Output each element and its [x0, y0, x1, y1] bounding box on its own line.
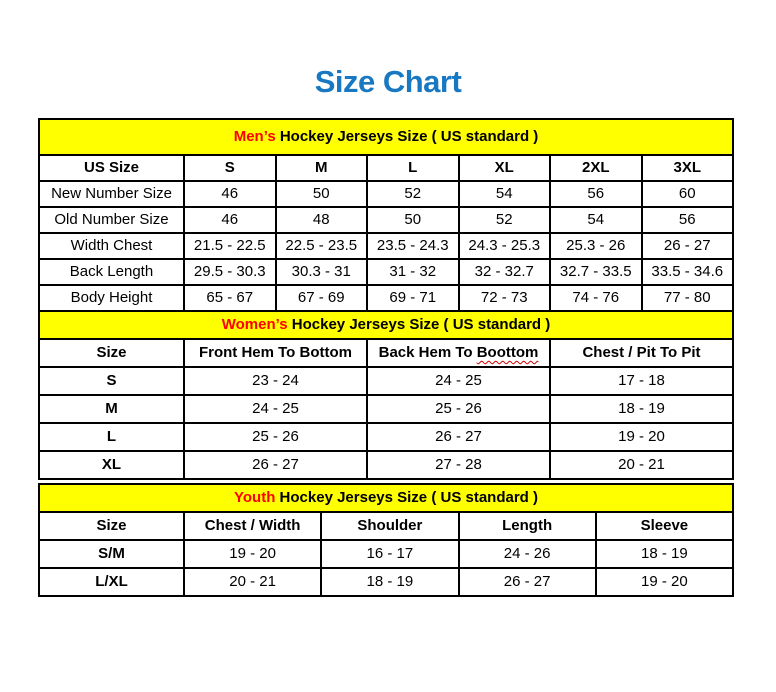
mens-banner-rest: Hockey Jerseys Size ( US standard ) [279, 127, 539, 145]
column-header-xl: XL [459, 155, 551, 181]
table-cell: 77 - 80 [642, 285, 734, 311]
table-cell: 69 - 71 [367, 285, 459, 311]
table-row-new-number-size [39, 181, 733, 207]
youth-banner [39, 484, 733, 512]
table-cell: 26 - 27 [367, 423, 550, 451]
column-header-shoulder: Shoulder [321, 512, 458, 540]
womens-banner-highlight: Women’s [221, 315, 288, 333]
table-row-womens-m [39, 395, 733, 423]
table-cell: 52 [367, 181, 459, 207]
mens-size-table [38, 118, 734, 312]
table-cell: 32 - 32.7 [459, 259, 551, 285]
back-hem-prefix: Back Hem To [378, 343, 473, 361]
table-cell: 20 - 21 [184, 568, 321, 596]
row-label: Old Number Size [39, 207, 184, 233]
column-header-sleeve: Sleeve [596, 512, 733, 540]
youth-header-row [39, 512, 733, 540]
table-cell: 32.7 - 33.5 [550, 259, 642, 285]
table-cell: 26 - 27 [642, 233, 734, 259]
womens-banner-row [39, 311, 733, 339]
column-header-size: Size [39, 512, 184, 540]
table-cell: 27 - 28 [367, 451, 550, 479]
table-cell: 23 - 24 [184, 367, 367, 395]
table-cell: 74 - 76 [550, 285, 642, 311]
table-cell: 54 [459, 181, 551, 207]
row-label: S/M [39, 540, 184, 568]
column-header-chest-pit: Chest / Pit To Pit [550, 339, 733, 367]
womens-header-row [39, 339, 733, 367]
table-row-body-height [39, 285, 733, 311]
table-cell: 48 [276, 207, 368, 233]
table-cell: 67 - 69 [276, 285, 368, 311]
column-header-l: L [367, 155, 459, 181]
youth-banner-highlight: Youth [234, 488, 276, 506]
row-label: New Number Size [39, 181, 184, 207]
table-cell: 19 - 20 [596, 568, 733, 596]
table-row-womens-l [39, 423, 733, 451]
table-row-womens-xl [39, 451, 733, 479]
womens-size-table [38, 310, 734, 480]
table-cell: 54 [550, 207, 642, 233]
womens-banner-rest: Hockey Jerseys Size ( US standard ) [291, 315, 551, 333]
column-header-3xl: 3XL [642, 155, 734, 181]
size-chart-tables [38, 118, 734, 597]
row-label: Width Chest [39, 233, 184, 259]
table-cell: 16 - 17 [321, 540, 458, 568]
table-cell: 18 - 19 [321, 568, 458, 596]
table-row-old-number-size [39, 207, 733, 233]
table-cell: 18 - 19 [596, 540, 733, 568]
table-cell: 30.3 - 31 [276, 259, 368, 285]
mens-header-row [39, 155, 733, 181]
table-cell: 25 - 26 [184, 423, 367, 451]
table-cell: 24 - 25 [184, 395, 367, 423]
table-cell: 31 - 32 [367, 259, 459, 285]
row-label: L/XL [39, 568, 184, 596]
table-row-womens-s [39, 367, 733, 395]
table-cell: 56 [642, 207, 734, 233]
youth-banner-rest: Hockey Jerseys Size ( US standard ) [279, 488, 538, 506]
table-cell: 17 - 18 [550, 367, 733, 395]
table-cell: 19 - 20 [184, 540, 321, 568]
table-cell: 29.5 - 30.3 [184, 259, 276, 285]
row-label: M [39, 395, 184, 423]
table-row-youth-sm [39, 540, 733, 568]
back-hem-misspelled-word: Boottom [476, 343, 539, 361]
mens-banner [39, 119, 733, 155]
table-cell: 50 [367, 207, 459, 233]
table-cell: 19 - 20 [550, 423, 733, 451]
table-cell: 24 - 26 [459, 540, 596, 568]
table-cell: 50 [276, 181, 368, 207]
column-header-m: M [276, 155, 368, 181]
column-header-2xl: 2XL [550, 155, 642, 181]
column-header-chest-width: Chest / Width [184, 512, 321, 540]
table-cell: 20 - 21 [550, 451, 733, 479]
table-cell: 56 [550, 181, 642, 207]
table-cell: 65 - 67 [184, 285, 276, 311]
youth-size-table [38, 483, 734, 597]
table-cell: 24.3 - 25.3 [459, 233, 551, 259]
column-header-us-size: US Size [39, 155, 184, 181]
table-cell: 46 [184, 207, 276, 233]
column-header-front-hem: Front Hem To Bottom [184, 339, 367, 367]
row-label: Body Height [39, 285, 184, 311]
row-label: XL [39, 451, 184, 479]
column-header-size: Size [39, 339, 184, 367]
table-cell: 21.5 - 22.5 [184, 233, 276, 259]
table-cell: 60 [642, 181, 734, 207]
column-header-s: S [184, 155, 276, 181]
table-cell: 18 - 19 [550, 395, 733, 423]
table-cell: 46 [184, 181, 276, 207]
column-header-back-hem [367, 339, 550, 367]
table-cell: 52 [459, 207, 551, 233]
table-row-youth-lxl [39, 568, 733, 596]
table-cell: 22.5 - 23.5 [276, 233, 368, 259]
table-cell: 26 - 27 [184, 451, 367, 479]
table-cell: 24 - 25 [367, 367, 550, 395]
row-label: Back Length [39, 259, 184, 285]
table-cell: 25 - 26 [367, 395, 550, 423]
mens-banner-row [39, 119, 733, 155]
row-label: S [39, 367, 184, 395]
column-header-length: Length [459, 512, 596, 540]
table-cell: 25.3 - 26 [550, 233, 642, 259]
table-cell: 23.5 - 24.3 [367, 233, 459, 259]
womens-banner [39, 311, 733, 339]
mens-banner-highlight: Men’s [233, 127, 276, 145]
table-row-back-length [39, 259, 733, 285]
table-cell: 33.5 - 34.6 [642, 259, 734, 285]
row-label: L [39, 423, 184, 451]
table-cell: 72 - 73 [459, 285, 551, 311]
youth-banner-row [39, 484, 733, 512]
table-row-width-chest [39, 233, 733, 259]
table-cell: 26 - 27 [459, 568, 596, 596]
page-title: Size Chart [314, 64, 462, 99]
